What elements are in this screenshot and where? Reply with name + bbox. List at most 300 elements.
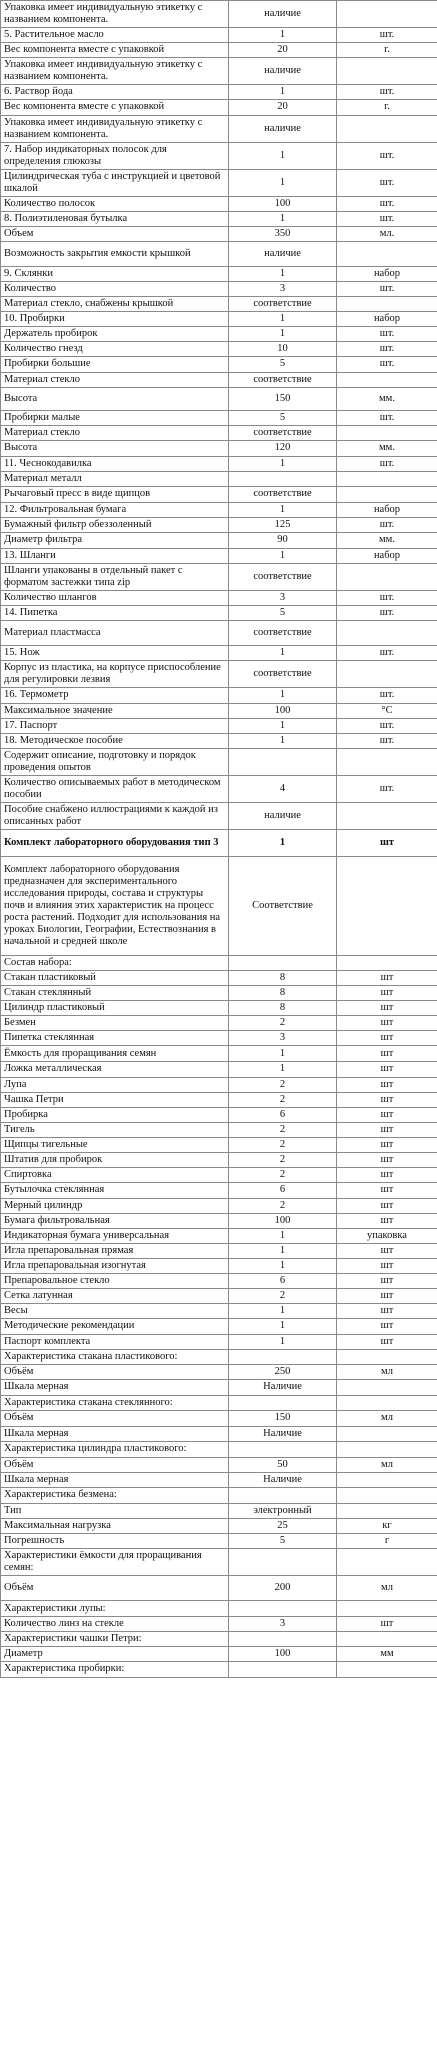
cell-value: 3 — [229, 282, 337, 297]
cell-unit — [337, 1632, 437, 1647]
cell-name: Пипетка стеклянная — [1, 1031, 229, 1046]
cell-unit — [337, 857, 437, 956]
table-row — [1, 857, 437, 956]
cell-name: Весы — [1, 1304, 229, 1319]
cell-value: 1 — [229, 1319, 337, 1334]
cell-value: 1 — [229, 1046, 337, 1062]
table-row — [1, 387, 437, 410]
cell-value: 2 — [229, 1016, 337, 1031]
table-row — [1, 591, 437, 606]
cell-value: соответствие — [229, 425, 337, 440]
cell-unit: шт — [337, 1107, 437, 1122]
cell-value: 350 — [229, 227, 337, 242]
cell-name: Игла препаровальная прямая — [1, 1244, 229, 1259]
cell-name: 9. Склянки — [1, 267, 229, 282]
cell-unit: шт. — [337, 718, 437, 733]
cell-name: Высота — [1, 387, 229, 410]
cell-value: 20 — [229, 100, 337, 115]
cell-unit: шт. — [337, 688, 437, 703]
cell-value — [229, 1441, 337, 1457]
cell-value — [229, 1349, 337, 1364]
cell-name: Паспорт комплекта — [1, 1334, 229, 1349]
cell-value: 3 — [229, 1031, 337, 1046]
cell-unit: шт — [337, 1198, 437, 1213]
cell-value: 1 — [229, 718, 337, 733]
table-row — [1, 1576, 437, 1601]
cell-value: наличие — [229, 802, 337, 829]
cell-unit: шт. — [337, 142, 437, 169]
cell-unit: шт. — [337, 327, 437, 342]
cell-unit: шт. — [337, 85, 437, 100]
cell-value: 1 — [229, 267, 337, 282]
cell-unit: шт. — [337, 169, 437, 196]
cell-unit: шт — [337, 971, 437, 986]
cell-name: Состав набора: — [1, 956, 229, 971]
cell-name: 18. Методическое пособие — [1, 733, 229, 748]
table-row — [1, 267, 437, 282]
cell-unit — [337, 1487, 437, 1503]
cell-value: 6 — [229, 1107, 337, 1122]
cell-value: 2 — [229, 1167, 337, 1182]
cell-name: Стакан пластиковый — [1, 971, 229, 986]
cell-name: Диаметр фильтра — [1, 532, 229, 548]
table-row — [1, 956, 437, 971]
cell-unit: мл — [337, 1457, 437, 1472]
cell-name: Методические рекомендации — [1, 1319, 229, 1334]
cell-name: Тип — [1, 1503, 229, 1518]
table-row — [1, 1289, 437, 1304]
cell-name: Комплект лабораторного оборудования тип 3 — [1, 830, 229, 857]
cell-value: 5 — [229, 357, 337, 372]
cell-value: 100 — [229, 196, 337, 211]
cell-value — [229, 1662, 337, 1677]
cell-unit: шт. — [337, 606, 437, 621]
cell-value — [229, 956, 337, 971]
cell-value: наличие — [229, 115, 337, 142]
table-row — [1, 1182, 437, 1198]
cell-name: Бумага фильтровальная — [1, 1214, 229, 1229]
table-row — [1, 169, 437, 196]
cell-name: Характеристики лупы: — [1, 1601, 229, 1617]
cell-name: Количество полосок — [1, 196, 229, 211]
table-row — [1, 410, 437, 425]
cell-name: 5. Растительное масло — [1, 28, 229, 43]
cell-name: Индикаторная бумага универсальная — [1, 1229, 229, 1244]
cell-name: Спиртовка — [1, 1167, 229, 1182]
cell-value: 1 — [229, 142, 337, 169]
table-row — [1, 1503, 437, 1518]
cell-name: Максимальное значение — [1, 703, 229, 718]
cell-unit: шт — [337, 1319, 437, 1334]
cell-unit: кг — [337, 1519, 437, 1534]
table-row — [1, 703, 437, 718]
table-row — [1, 1534, 437, 1549]
cell-unit — [337, 242, 437, 267]
cell-unit: г. — [337, 100, 437, 115]
table-row — [1, 661, 437, 688]
cell-name: Материал стекло, снабжены крышкой — [1, 297, 229, 312]
cell-unit: мм. — [337, 387, 437, 410]
table-row — [1, 548, 437, 563]
table-row — [1, 440, 437, 456]
cell-value: соответствие — [229, 372, 337, 387]
cell-unit: шт — [337, 1289, 437, 1304]
table-row — [1, 1077, 437, 1092]
cell-name: Количество гнезд — [1, 342, 229, 357]
cell-unit: шт — [337, 1182, 437, 1198]
cell-value: 1 — [229, 169, 337, 196]
cell-name: Игла препаровальная изогнутая — [1, 1259, 229, 1274]
table-row — [1, 1441, 437, 1457]
cell-name: Характеристика стакана пластикового: — [1, 1349, 229, 1364]
table-row — [1, 1304, 437, 1319]
cell-value: 1 — [229, 1304, 337, 1319]
table-row — [1, 1244, 437, 1259]
table-row — [1, 718, 437, 733]
table-row — [1, 1364, 437, 1379]
table-row — [1, 456, 437, 471]
cell-name: 7. Набор индикаторных полосок для определения глюкозы — [1, 142, 229, 169]
cell-unit: шт. — [337, 517, 437, 532]
table-row — [1, 1647, 437, 1662]
cell-unit: г — [337, 1534, 437, 1549]
cell-value: 100 — [229, 1647, 337, 1662]
cell-value: 6 — [229, 1274, 337, 1289]
table-row — [1, 1472, 437, 1487]
table-row — [1, 646, 437, 661]
table-row — [1, 1410, 437, 1426]
cell-name: Объём — [1, 1576, 229, 1601]
cell-unit: шт — [337, 1304, 437, 1319]
table-row — [1, 830, 437, 857]
cell-unit — [337, 1426, 437, 1441]
table-row — [1, 688, 437, 703]
cell-value — [229, 1632, 337, 1647]
cell-name: Объём — [1, 1410, 229, 1426]
table-row — [1, 1046, 437, 1062]
table-row — [1, 1457, 437, 1472]
cell-unit — [337, 1662, 437, 1677]
cell-unit: набор — [337, 548, 437, 563]
cell-unit: шт — [337, 1214, 437, 1229]
cell-name: Характеристики чашки Петри: — [1, 1632, 229, 1647]
cell-name: 12. Фильтровальная бумага — [1, 502, 229, 517]
cell-name: Материал металл — [1, 471, 229, 486]
cell-value: 20 — [229, 43, 337, 58]
cell-value: 1 — [229, 733, 337, 748]
cell-value: 150 — [229, 1410, 337, 1426]
cell-value: 5 — [229, 606, 337, 621]
table-row — [1, 532, 437, 548]
cell-name: Цилиндрическая туба с инструкцией и цветовой шкалой — [1, 169, 229, 196]
table-row — [1, 1274, 437, 1289]
cell-unit — [337, 471, 437, 486]
cell-name: Бумажный фильтр обеззоленный — [1, 517, 229, 532]
cell-value: 200 — [229, 1576, 337, 1601]
cell-unit: шт — [337, 986, 437, 1001]
table-row — [1, 115, 437, 142]
cell-value: 1 — [229, 1244, 337, 1259]
cell-name: Упаковка имеет индивидуальную этикетку с названием компонента. — [1, 1, 229, 28]
cell-unit — [337, 1395, 437, 1410]
cell-unit: шт. — [337, 591, 437, 606]
cell-unit: шт — [337, 1001, 437, 1016]
cell-value: 2 — [229, 1077, 337, 1092]
cell-value: соответствие — [229, 621, 337, 646]
cell-name: Диаметр — [1, 1647, 229, 1662]
cell-unit: шт — [337, 1259, 437, 1274]
table-row — [1, 1031, 437, 1046]
table-row — [1, 986, 437, 1001]
cell-value: 2 — [229, 1122, 337, 1137]
cell-name: Ложка металлическая — [1, 1062, 229, 1077]
table-row — [1, 1395, 437, 1410]
cell-unit — [337, 372, 437, 387]
cell-value: 2 — [229, 1152, 337, 1167]
cell-name: Характеристика стакана стеклянного: — [1, 1395, 229, 1410]
cell-unit: шт — [337, 1046, 437, 1062]
cell-value: 90 — [229, 532, 337, 548]
cell-value: наличие — [229, 1, 337, 28]
cell-unit: мм. — [337, 532, 437, 548]
cell-value: 1 — [229, 85, 337, 100]
cell-unit: шт — [337, 1031, 437, 1046]
cell-value — [229, 1487, 337, 1503]
cell-unit: шт — [337, 1016, 437, 1031]
cell-name: Комплект лабораторного оборудования предназначен для экспериментального исследования природы, состава и структуры почв и влияния этих характеристик на процесс роста растений. Подходит для использования на уроках Биологии, Географии, Естествознания в начальной и средней школе — [1, 857, 229, 956]
cell-value: 100 — [229, 1214, 337, 1229]
cell-value: наличие — [229, 58, 337, 85]
cell-unit — [337, 661, 437, 688]
table-row — [1, 471, 437, 486]
table-row — [1, 282, 437, 297]
cell-unit: мм. — [337, 440, 437, 456]
cell-unit: шт. — [337, 342, 437, 357]
cell-value: Наличие — [229, 1379, 337, 1395]
cell-name: Пробирки большие — [1, 357, 229, 372]
cell-unit: упаковка — [337, 1229, 437, 1244]
table-row — [1, 1259, 437, 1274]
table-row — [1, 85, 437, 100]
cell-unit — [337, 1601, 437, 1617]
cell-unit — [337, 1441, 437, 1457]
table-row — [1, 748, 437, 775]
cell-unit — [337, 1549, 437, 1576]
table-row — [1, 517, 437, 532]
table-row — [1, 1016, 437, 1031]
cell-value: 120 — [229, 440, 337, 456]
cell-value: 8 — [229, 986, 337, 1001]
cell-value: 1 — [229, 312, 337, 327]
cell-name: 6. Раствор йода — [1, 85, 229, 100]
cell-value — [229, 1601, 337, 1617]
table-row — [1, 211, 437, 226]
table-row — [1, 28, 437, 43]
table-row — [1, 971, 437, 986]
table-row — [1, 1519, 437, 1534]
table-row — [1, 1107, 437, 1122]
cell-name: Количество описываемых работ в методическом пособии — [1, 775, 229, 802]
cell-value: 2 — [229, 1092, 337, 1107]
cell-unit: шт. — [337, 282, 437, 297]
table-row — [1, 1, 437, 28]
cell-unit — [337, 58, 437, 85]
cell-name: Щипцы тигельные — [1, 1137, 229, 1152]
cell-name: 17. Паспорт — [1, 718, 229, 733]
table-row — [1, 342, 437, 357]
cell-value: 2 — [229, 1137, 337, 1152]
cell-unit — [337, 621, 437, 646]
cell-unit — [337, 425, 437, 440]
cell-value: 100 — [229, 703, 337, 718]
cell-unit — [337, 297, 437, 312]
cell-name: Материал пластмасса — [1, 621, 229, 646]
cell-value: 10 — [229, 342, 337, 357]
table-row — [1, 1349, 437, 1364]
table-row — [1, 297, 437, 312]
cell-unit: шт — [337, 1077, 437, 1092]
cell-unit: шт — [337, 1092, 437, 1107]
table-row — [1, 1214, 437, 1229]
cell-value: 1 — [229, 1334, 337, 1349]
cell-name: Погрешность — [1, 1534, 229, 1549]
table-row — [1, 802, 437, 829]
cell-name: Безмен — [1, 1016, 229, 1031]
cell-name: Объём — [1, 1364, 229, 1379]
cell-unit: шт. — [337, 646, 437, 661]
cell-value: 1 — [229, 211, 337, 226]
cell-value: 1 — [229, 1062, 337, 1077]
cell-unit: шт — [337, 1617, 437, 1632]
cell-unit — [337, 564, 437, 591]
table-row — [1, 142, 437, 169]
cell-unit: шт. — [337, 196, 437, 211]
cell-unit — [337, 1472, 437, 1487]
table-row — [1, 58, 437, 85]
cell-value: 25 — [229, 1519, 337, 1534]
cell-unit: шт — [337, 1244, 437, 1259]
table-row — [1, 1092, 437, 1107]
cell-name: Ёмкость для проращивания семян — [1, 1046, 229, 1062]
cell-name: Содержит описание, подготовку и порядок проведения опытов — [1, 748, 229, 775]
cell-name: Мерный цилиндр — [1, 1198, 229, 1213]
cell-value: наличие — [229, 242, 337, 267]
cell-unit: шт. — [337, 28, 437, 43]
cell-value: 1 — [229, 28, 337, 43]
cell-value: Соответствие — [229, 857, 337, 956]
table-row — [1, 1601, 437, 1617]
table-row — [1, 1062, 437, 1077]
cell-value — [229, 748, 337, 775]
cell-name: Характеристика безмена: — [1, 1487, 229, 1503]
table-row — [1, 1549, 437, 1576]
cell-value: 1 — [229, 1259, 337, 1274]
cell-value: 125 — [229, 517, 337, 532]
cell-unit: г. — [337, 43, 437, 58]
table-row — [1, 1001, 437, 1016]
cell-name: Материал стекло — [1, 425, 229, 440]
cell-value: 3 — [229, 591, 337, 606]
cell-name: Пробирка — [1, 1107, 229, 1122]
cell-unit: шт — [337, 1167, 437, 1182]
cell-unit: мл — [337, 1364, 437, 1379]
cell-name: 15. Нож — [1, 646, 229, 661]
cell-value: 4 — [229, 775, 337, 802]
table-row — [1, 486, 437, 502]
cell-name: Максимальная нагрузка — [1, 1519, 229, 1534]
cell-value: Наличие — [229, 1472, 337, 1487]
table-row — [1, 1334, 437, 1349]
table-row — [1, 327, 437, 342]
cell-name: Количество — [1, 282, 229, 297]
cell-value: соответствие — [229, 297, 337, 312]
cell-unit: шт. — [337, 410, 437, 425]
cell-name: Объём — [1, 1457, 229, 1472]
cell-value: 8 — [229, 1001, 337, 1016]
cell-name: 10. Пробирки — [1, 312, 229, 327]
cell-value: 5 — [229, 410, 337, 425]
cell-unit: шт — [337, 1062, 437, 1077]
table-row — [1, 1487, 437, 1503]
cell-name: Стакан стеклянный — [1, 986, 229, 1001]
cell-value — [229, 471, 337, 486]
cell-name: 11. Чеснокодавилка — [1, 456, 229, 471]
cell-name: Корпус из пластика, на корпусе приспособление для регулировки лезвия — [1, 661, 229, 688]
cell-name: Возможность закрытия емкости крышкой — [1, 242, 229, 267]
cell-unit: шт. — [337, 211, 437, 226]
table-row — [1, 196, 437, 211]
cell-name: Пособие снабжено иллюстрациями к каждой из описанных работ — [1, 802, 229, 829]
table-row — [1, 1137, 437, 1152]
cell-value — [229, 1549, 337, 1576]
table-row — [1, 43, 437, 58]
cell-value: электронный — [229, 1503, 337, 1518]
cell-value: 8 — [229, 971, 337, 986]
cell-name: Количество линз на стекле — [1, 1617, 229, 1632]
cell-value — [229, 1395, 337, 1410]
cell-name: Вес компонента вместе с упаковкой — [1, 43, 229, 58]
cell-unit: шт — [337, 830, 437, 857]
table-row — [1, 372, 437, 387]
cell-unit — [337, 802, 437, 829]
cell-name: Шкала мерная — [1, 1472, 229, 1487]
table-row — [1, 425, 437, 440]
cell-value: 1 — [229, 688, 337, 703]
cell-value: 150 — [229, 387, 337, 410]
cell-unit: шт — [337, 1122, 437, 1137]
table-row — [1, 227, 437, 242]
cell-unit: набор — [337, 267, 437, 282]
cell-unit: шт. — [337, 733, 437, 748]
cell-value: 1 — [229, 646, 337, 661]
cell-unit — [337, 956, 437, 971]
cell-name: Лупа — [1, 1077, 229, 1092]
cell-name: Характеристика пробирки: — [1, 1662, 229, 1677]
cell-value: 1 — [229, 502, 337, 517]
cell-unit: шт. — [337, 456, 437, 471]
cell-unit — [337, 115, 437, 142]
cell-unit: мл — [337, 1576, 437, 1601]
table-row — [1, 1662, 437, 1677]
cell-unit — [337, 1, 437, 28]
cell-name: Шланги упакованы в отдельный пакет с форматом застежки типа zip — [1, 564, 229, 591]
cell-value: 1 — [229, 1229, 337, 1244]
table-row — [1, 100, 437, 115]
table-row — [1, 1319, 437, 1334]
cell-name: Характеристика цилиндра пластикового: — [1, 1441, 229, 1457]
cell-name: Держатель пробирок — [1, 327, 229, 342]
cell-value: 1 — [229, 456, 337, 471]
